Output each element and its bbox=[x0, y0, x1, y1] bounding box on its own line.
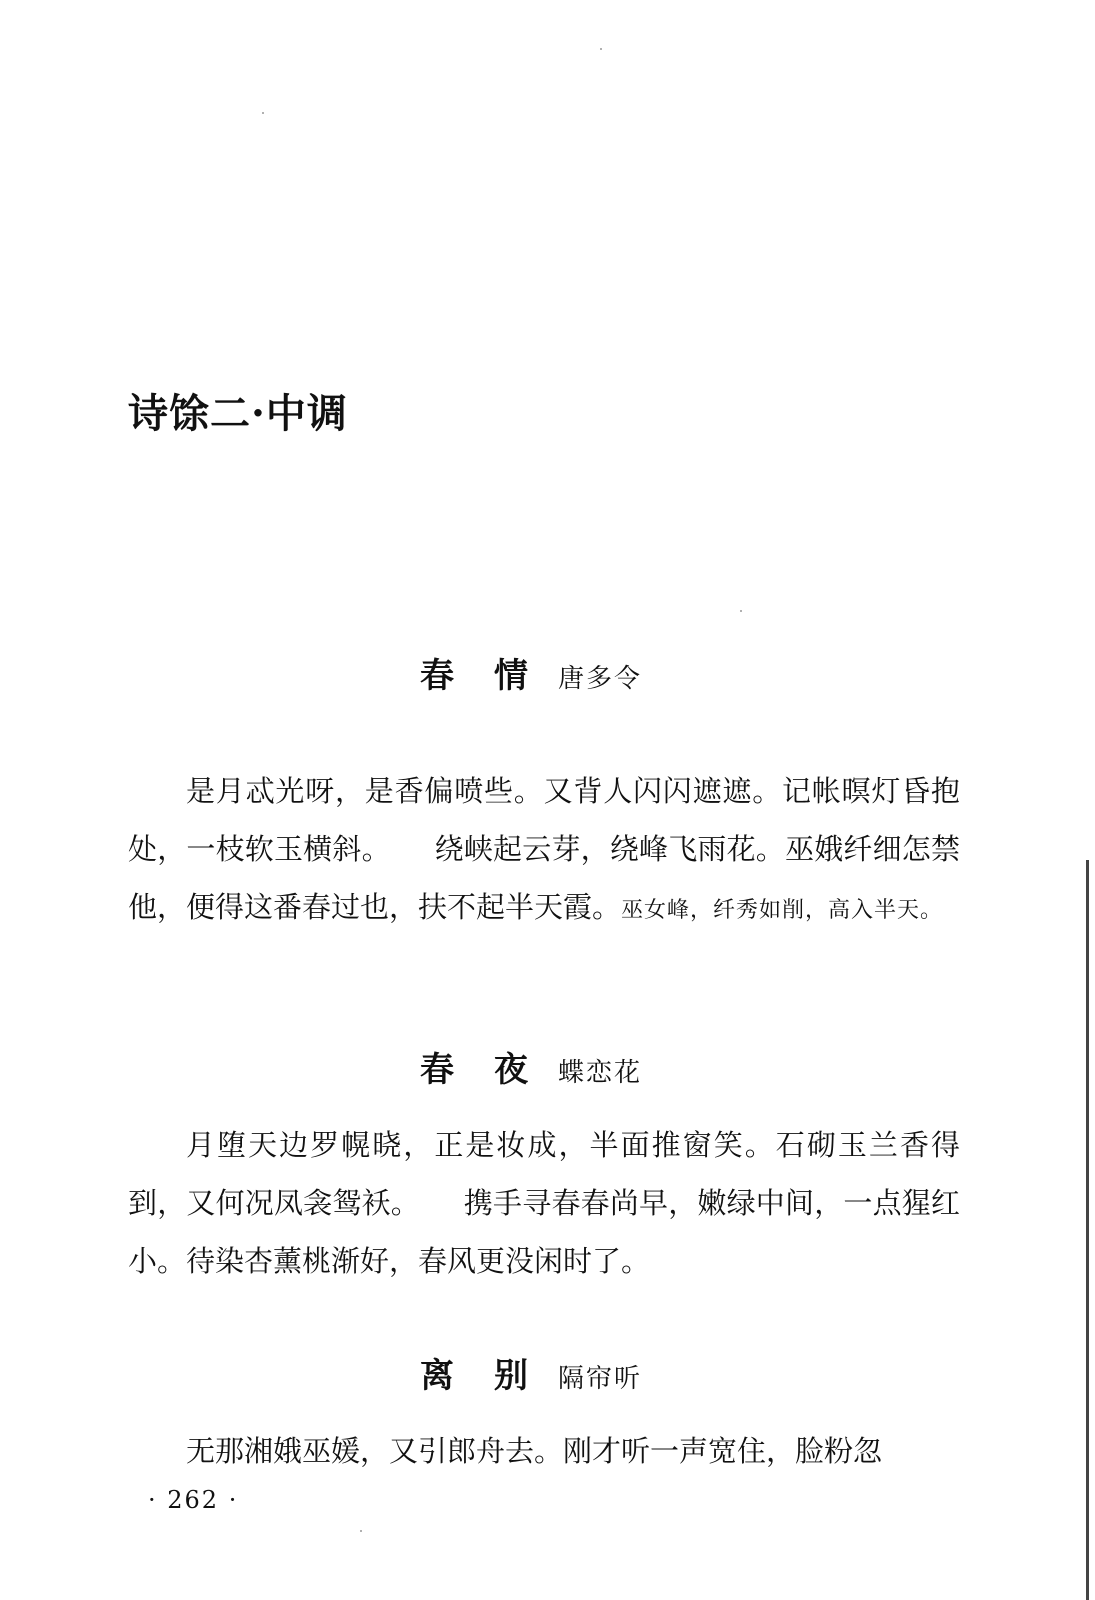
section-title: 诗馀二·中调 bbox=[128, 390, 348, 437]
scan-speck bbox=[360, 1530, 362, 1532]
poem-text: 月堕天边罗幌晓，正是妆成，半面推窗笑。石砌玉兰香得到，又何况凤衾鸳袄。 携手寻春春尚早，嫩绿中间，一点猩红小。待染杏薰桃渐好，春风更没闲时了。 bbox=[128, 1128, 960, 1278]
poem-text: 无那湘娥巫媛，又引郎舟去。刚才听一声宽住，脸粉忽 bbox=[186, 1434, 883, 1468]
poem-title: 春情 bbox=[420, 656, 568, 696]
poem-tune: 唐多令 bbox=[558, 664, 643, 694]
poem-note: 巫女峰，纤秀如削，高入半天。 bbox=[621, 898, 944, 923]
page-number: · 262 · bbox=[148, 1486, 239, 1514]
poem-title: 离别 bbox=[420, 1356, 568, 1396]
scan-speck bbox=[740, 610, 742, 612]
scan-speck bbox=[262, 112, 264, 114]
poem-heading-3 bbox=[420, 1354, 642, 1404]
scan-edge-line bbox=[1086, 860, 1089, 1600]
scan-speck bbox=[600, 48, 602, 50]
poem-tune: 隔帘听 bbox=[558, 1364, 643, 1394]
poem-body-3 bbox=[128, 1422, 960, 1480]
poem-tune: 蝶恋花 bbox=[558, 1058, 643, 1088]
poem-body-2 bbox=[128, 1116, 960, 1290]
poem-body-1 bbox=[128, 762, 960, 940]
poem-title: 春夜 bbox=[420, 1050, 568, 1090]
poem-text: 是月忒光呀，是香偏喷些。又背人闪闪遮遮。记帐暝灯昏抱处，一枝软玉横斜。 绕峡起云芽，绕峰飞雨花。巫娥纤细怎禁他，便得这番春过也，扶不起半天霞。 bbox=[128, 774, 960, 924]
poem-heading-1 bbox=[420, 654, 642, 704]
poem-heading-2 bbox=[420, 1048, 642, 1098]
